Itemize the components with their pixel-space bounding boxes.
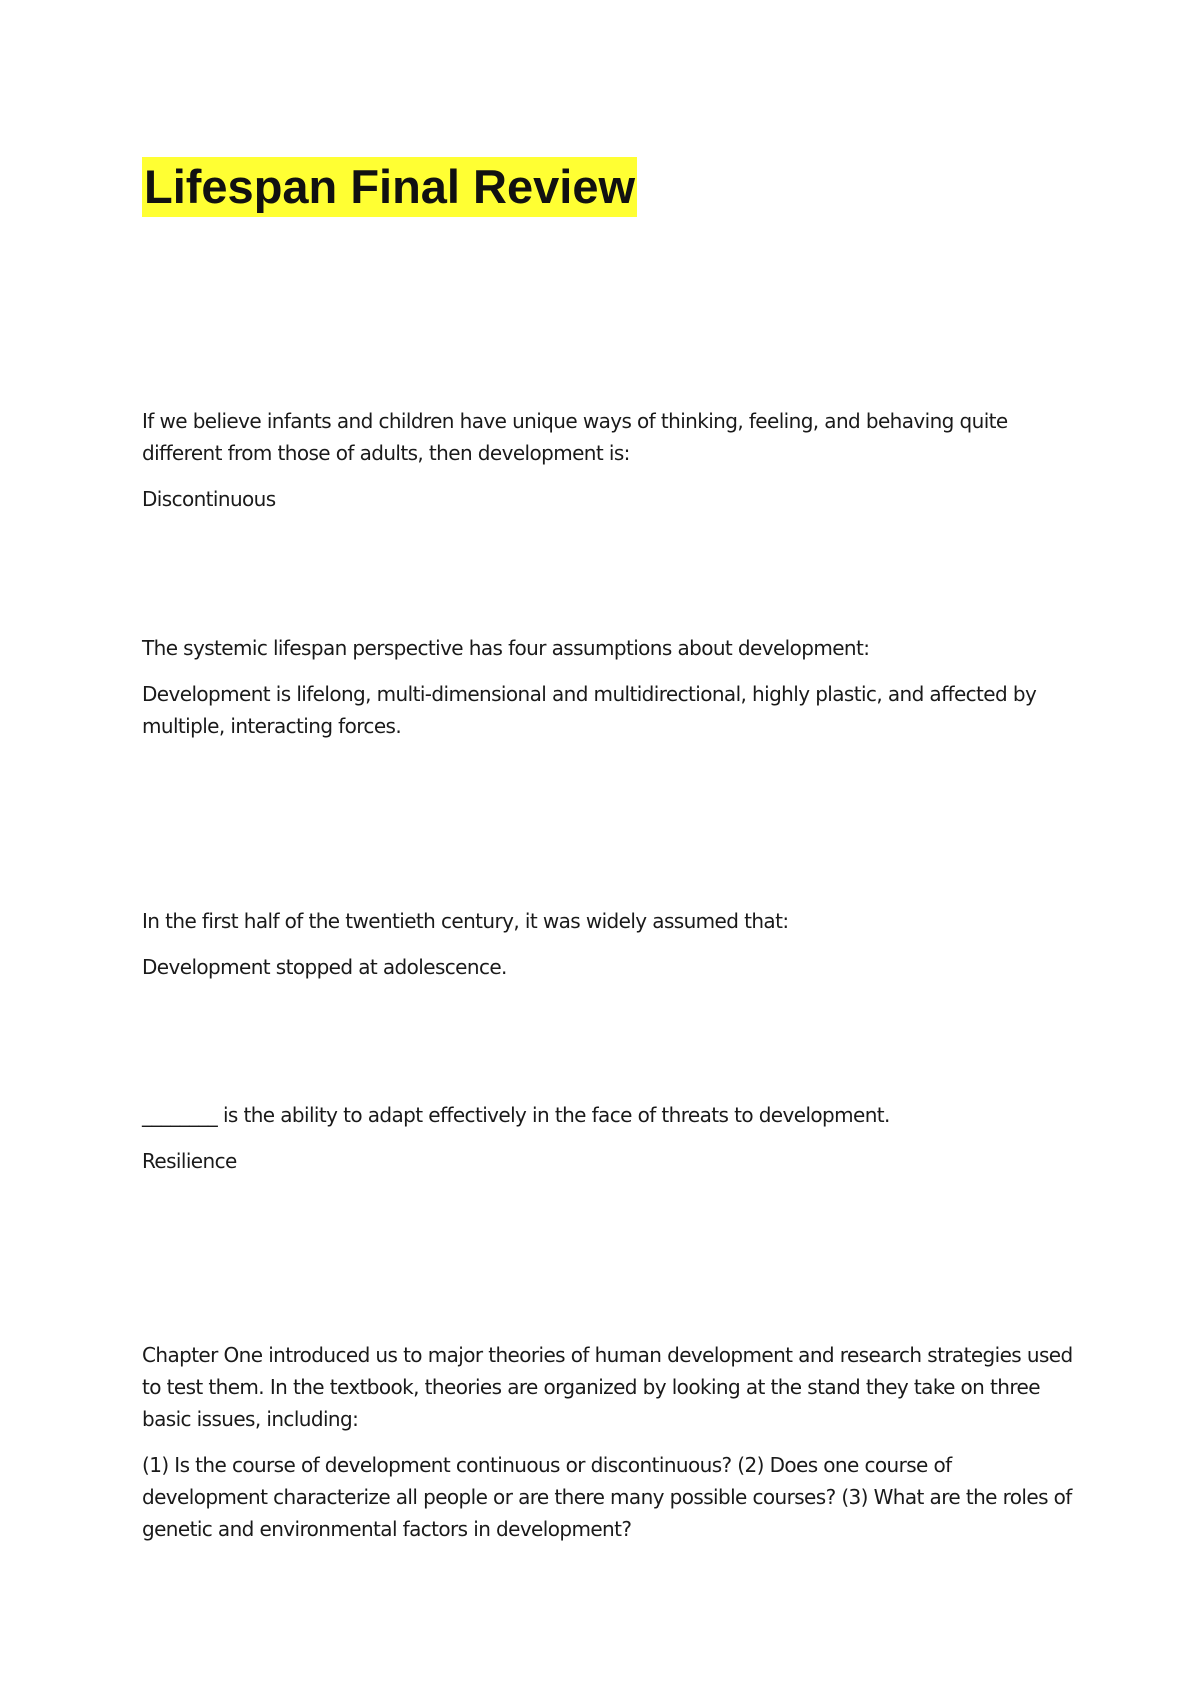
question-text: The systemic lifespan perspective has four assumptions about development: (142, 636, 870, 660)
qa-item (142, 1099, 1082, 1177)
question-text: If we believe infants and children have unique ways of thinking, feeling, and behaving quite different from those of adults, then development is: (142, 409, 1008, 465)
answer-text: Development stopped at adolescence. (142, 955, 507, 979)
answer-text: Discontinuous (142, 487, 276, 511)
question-text: In the first half of the twentieth century, it was widely assumed that: (142, 909, 789, 933)
answer-text: (1) Is the course of development continuous or discontinuous? (2) Does one course of development characterize all people or are there many possible courses? (3) What are the roles of genetic and environmental factors in development? (142, 1453, 1072, 1541)
qa-item (142, 1339, 1082, 1545)
qa-item (142, 405, 1082, 515)
qa-item (142, 905, 1082, 983)
answer-text: Resilience (142, 1149, 237, 1173)
qa-item (142, 632, 1082, 742)
answer-text: Development is lifelong, multi-dimensional and multidirectional, highly plastic, and affected by multiple, interacting forces. (142, 682, 1037, 738)
question-text: ________ is the ability to adapt effectively in the face of threats to development. (142, 1103, 890, 1127)
document-title: Lifespan Final Review (142, 157, 637, 217)
question-text: Chapter One introduced us to major theories of human development and research strategies used to test them. In the textbook, theories are organized by looking at the stand they take on three basic issues, including: (142, 1343, 1073, 1431)
